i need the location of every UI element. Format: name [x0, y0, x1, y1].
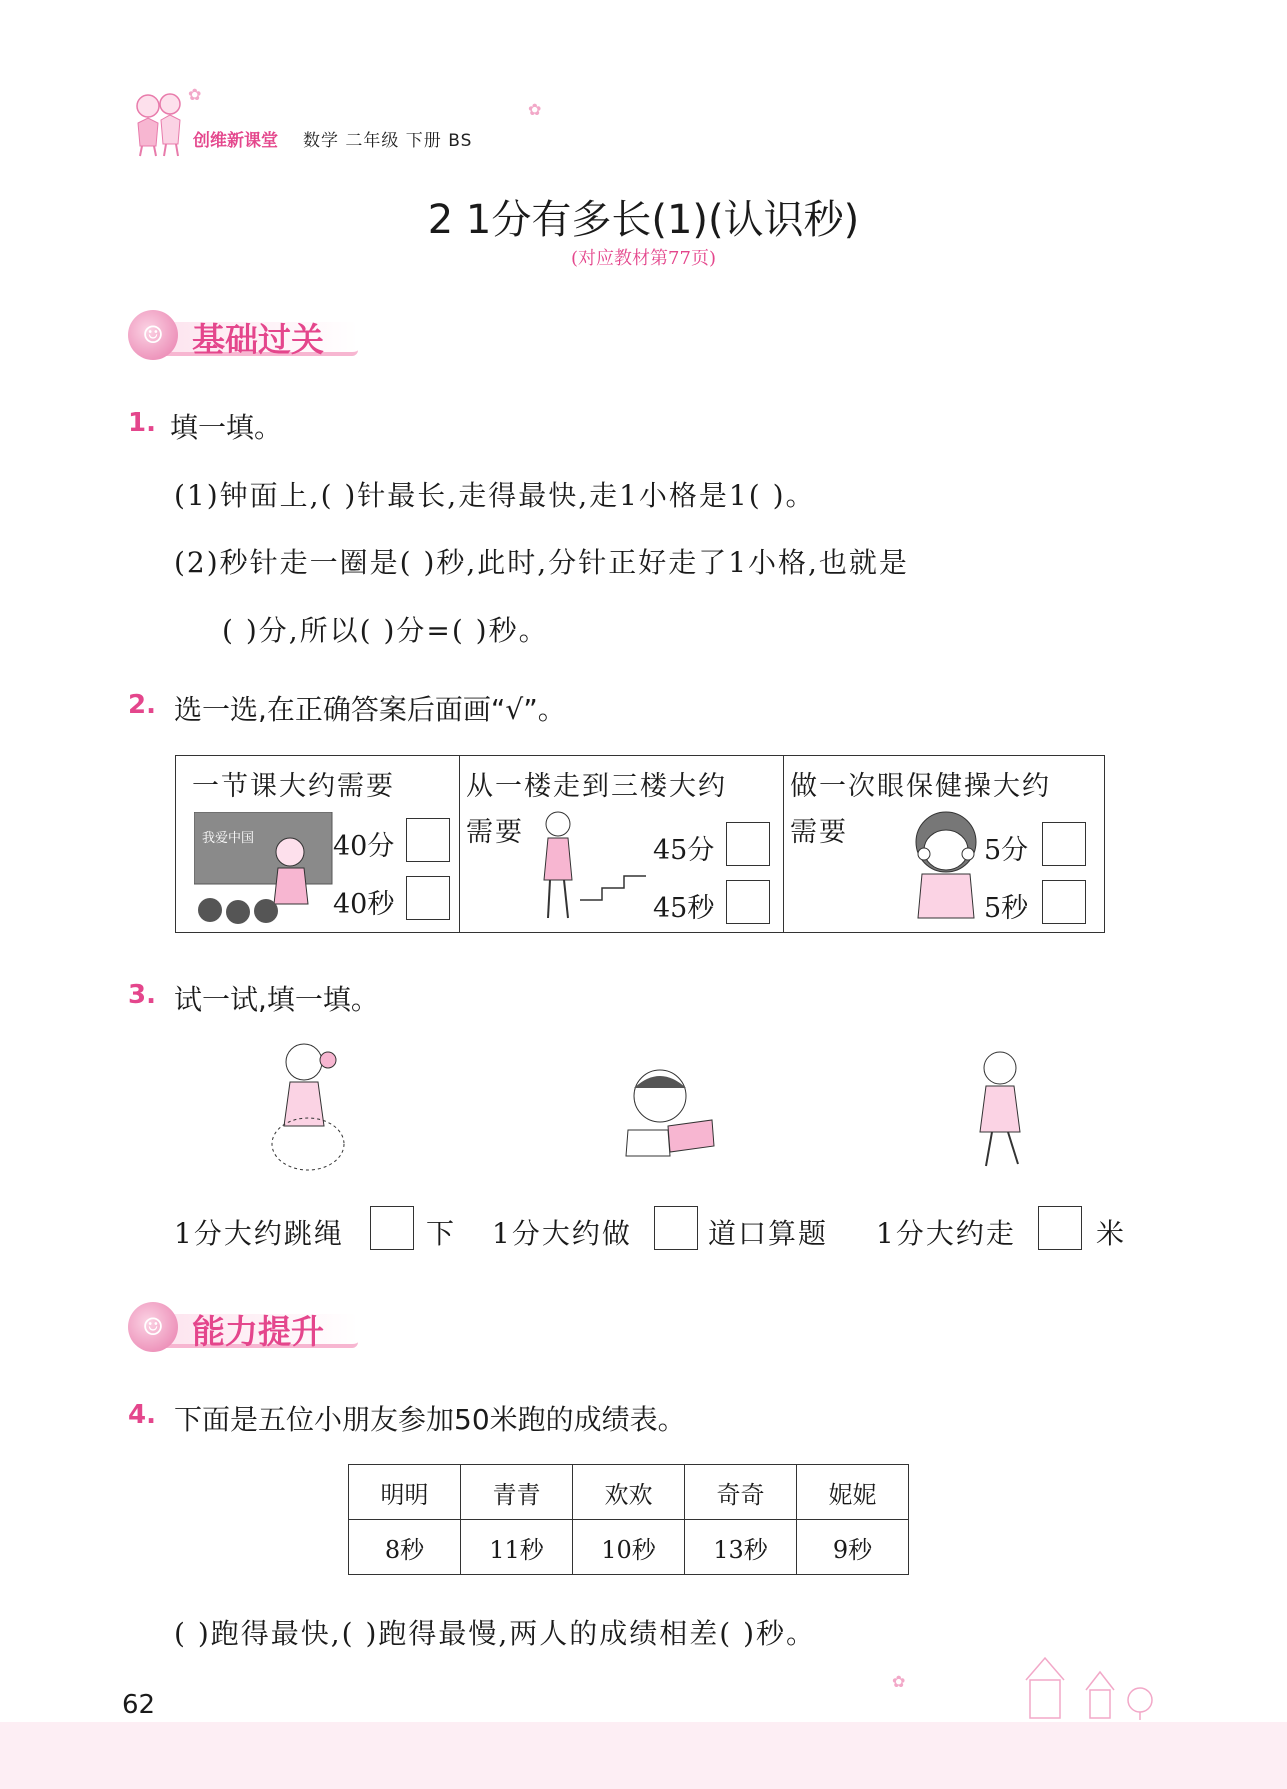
choice-option: 5秒 [984, 893, 1029, 924]
question-number: 3. [128, 980, 156, 1010]
choice-option: 40分 [333, 831, 395, 862]
estimate-prefix: 1分大约做 [492, 1217, 632, 1250]
question-number: 4. [128, 1400, 156, 1430]
choice-option: 45秒 [653, 893, 715, 924]
table-row [349, 1465, 909, 1520]
choice-prompt: 需要 [790, 817, 848, 848]
table-cell: 欢欢 [573, 1465, 685, 1520]
question-number: 1. [128, 408, 156, 438]
flower-decoration-icon: ✿ [892, 1672, 906, 1691]
girl-jumping-rope-icon [268, 1040, 358, 1174]
classroom-blackboard-icon [194, 812, 334, 926]
lesson-title: 2 1分有多长(1)(认识秒) [427, 197, 860, 243]
estimate-suffix: 道口算题 [708, 1217, 829, 1250]
estimate-prefix: 1分大约走 [876, 1217, 1016, 1250]
kid-face-icon: ☺ [128, 1302, 178, 1352]
boy-eye-exercise-icon [904, 808, 988, 926]
answer-box[interactable] [1042, 822, 1086, 866]
answer-box[interactable] [370, 1206, 414, 1250]
table-cell: 11秒 [461, 1520, 573, 1575]
answer-box[interactable] [726, 880, 770, 924]
answer-box[interactable] [1042, 880, 1086, 924]
header-kids-logo-icon [128, 88, 190, 158]
estimate-suffix: 米 [1096, 1217, 1127, 1250]
table-cell: 13秒 [685, 1520, 797, 1575]
table-row [349, 1520, 909, 1575]
section-title: 能力提升 [192, 1312, 324, 1351]
answer-line: ( )跑得最快,( )跑得最慢,两人的成绩相差( )秒。 [174, 1617, 817, 1650]
answer-box[interactable] [406, 818, 450, 862]
question-title: 选一选,在正确答案后面画“√”。 [174, 693, 566, 726]
question-line: (2)秒针走一圈是( )秒,此时,分针正好走了1小格,也就是 [174, 546, 909, 579]
section-banner-basic [128, 310, 368, 362]
table-cell: 妮妮 [797, 1465, 909, 1520]
table-cell: 奇奇 [685, 1465, 797, 1520]
question-title: 下面是五位小朋友参加50米跑的成绩表。 [174, 1403, 686, 1436]
blackboard-text: 我爱中国 [202, 831, 255, 846]
table-cell: 青青 [461, 1465, 573, 1520]
choice-option: 5分 [984, 835, 1029, 866]
table-cell: 9秒 [797, 1520, 909, 1575]
girl-reading-icon [618, 1060, 718, 1160]
choice-prompt: 需要 [466, 817, 524, 848]
header-subject: 数学 二年级 下册 BS [303, 131, 473, 151]
question-title: 填一填。 [170, 411, 283, 444]
answer-box[interactable] [726, 822, 770, 866]
question-number: 2. [128, 690, 156, 720]
choice-prompt: 做一次眼保健操大约 [790, 771, 1051, 802]
question-line: (1)钟面上,( )针最长,走得最快,走1小格是1( )。 [174, 479, 816, 512]
flower-decoration-icon: ✿ [528, 100, 542, 119]
castle-decoration-icon [990, 1650, 1170, 1720]
table-cell: 10秒 [573, 1520, 685, 1575]
table-cell: 8秒 [349, 1520, 461, 1575]
choice-table [175, 755, 1105, 933]
lesson-subtitle: (对应教材第77页) [571, 248, 716, 269]
choice-prompt: 一节课大约需要 [192, 771, 395, 802]
estimate-prefix: 1分大约跳绳 [174, 1217, 344, 1250]
table-cell: 明明 [349, 1465, 461, 1520]
page-number: 62 [122, 1690, 156, 1720]
choice-option: 40秒 [333, 889, 395, 920]
choice-cell [460, 756, 784, 932]
answer-box[interactable] [406, 876, 450, 920]
question-line: ( )分,所以( )分=( )秒。 [222, 614, 549, 647]
estimate-suffix: 下 [426, 1217, 457, 1250]
choice-cell [784, 756, 1103, 932]
choice-option: 45分 [653, 835, 715, 866]
question-title: 试一试,填一填。 [174, 983, 379, 1016]
girl-walking-icon [970, 1048, 1036, 1170]
choice-prompt: 从一楼走到三楼大约 [466, 771, 727, 802]
score-table [348, 1464, 909, 1575]
footer-band [0, 1722, 1287, 1789]
answer-box[interactable] [1038, 1206, 1082, 1250]
kid-face-icon: ☺ [128, 310, 178, 360]
section-title: 基础过关 [192, 320, 324, 359]
flower-decoration-icon: ✿ [188, 85, 202, 104]
choice-cell [176, 756, 460, 932]
header-brand: 创维新课堂 [193, 131, 278, 151]
answer-box[interactable] [654, 1206, 698, 1250]
girl-climbing-stairs-icon [540, 808, 650, 926]
section-banner-advanced [128, 1302, 368, 1354]
